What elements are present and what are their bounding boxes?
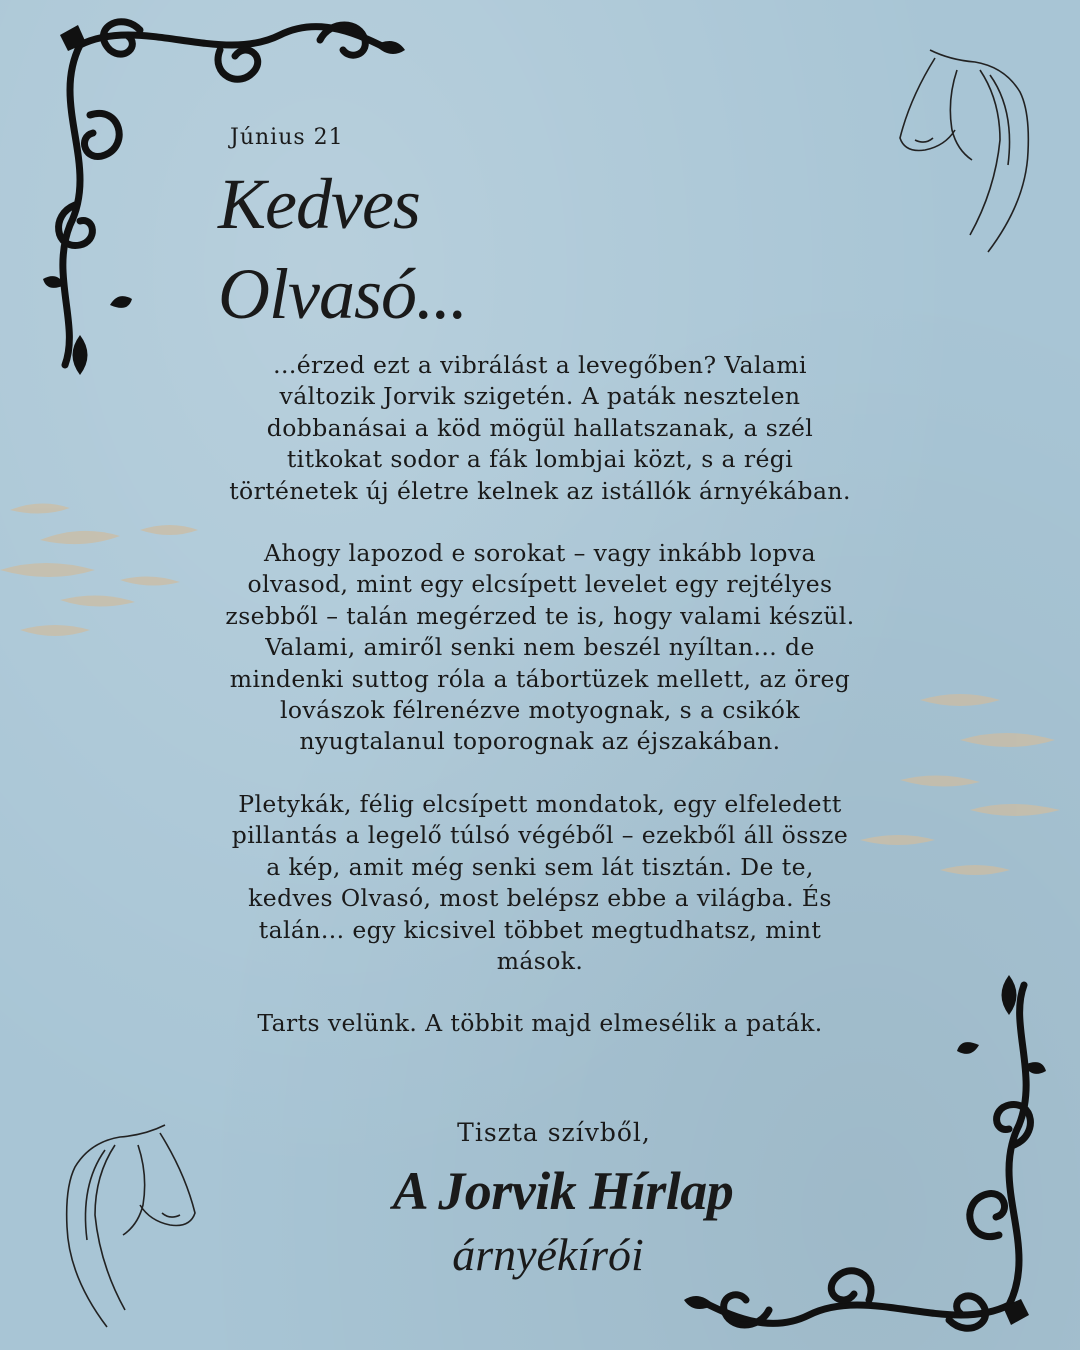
signature-line-1: A Jorvik Hírlap xyxy=(392,1161,734,1221)
letter-paragraph: ...érzed ezt a vibrálást a levegőben? Valami változik Jorvik szigetén. A paták nesztelen dobbanásai a köd mögül hallatszanak, a szél titkokat sodor a fák lombjai közt, s a régi történetek új életre kelnek az istállók árnyékában. xyxy=(229,351,851,505)
signature-line-2: árnyékírói xyxy=(452,1229,644,1280)
horse-head-sketch-icon xyxy=(40,1115,200,1330)
letter-paragraph: Tarts velünk. A többit majd elmesélik a paták. xyxy=(257,1009,823,1038)
greeting-line-1: Kedves xyxy=(218,164,420,244)
letter-paragraph: Pletykák, félig elcsípett mondatok, egy elfeledett pillantás a legelő túlsó végéből – ezekből áll össze a kép, amit még senki sem lát tisztán. De te, kedves Olvasó, most belépsz ebbe a világba. És talán... egy kicsivel többet megtudhatsz, mint mások. xyxy=(231,789,849,975)
letter-body xyxy=(222,350,858,1071)
letter-paragraph: Ahogy lapozod e sorokat – vagy inkább lopva olvasod, mint egy elcsípett levelet egy rejtélyes zsebből – talán megérzed te is, hogy valami készül. Valami, amiről senki nem beszél nyíltan... de mindenki suttog róla a tábortüzek mellett, az öreg lovászok félrenézve motyognak, s a csikók nyugtalanul toporognak az éjszakában. xyxy=(225,539,855,756)
horse-head-sketch-icon xyxy=(895,40,1055,260)
letter-closing: Tiszta szívből, xyxy=(457,1118,651,1147)
greeting-line-2: Olvasó... xyxy=(218,254,467,334)
letter-date: Június 21 xyxy=(230,125,344,150)
